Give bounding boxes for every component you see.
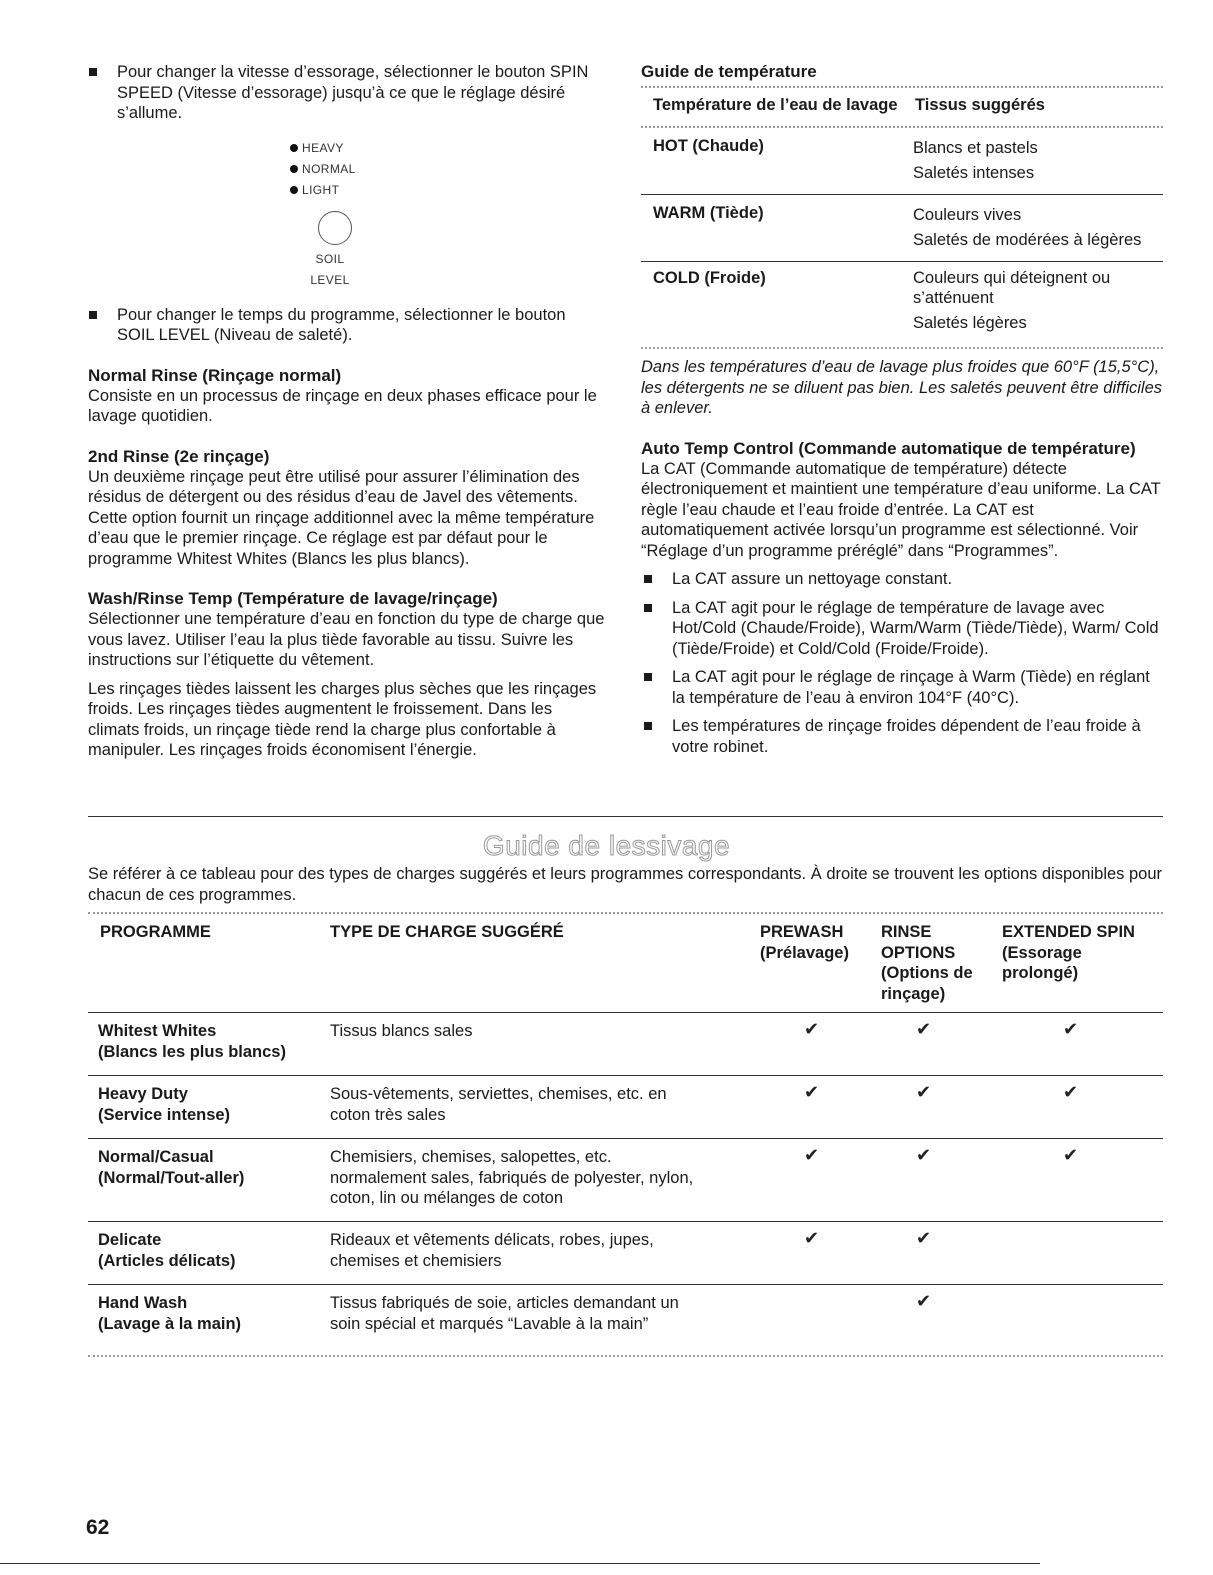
fabric-line: Couleurs vives [913,205,1022,224]
spin-checkmark-icon: ✔ [1063,1019,1079,1039]
table-row [88,1284,1163,1355]
rinse-checkmark-icon: ✔ [916,1145,932,1165]
load-type-description [330,1021,472,1042]
fabric-line: Saletés légères [913,313,1027,332]
programme-name-en: Normal/Casual [98,1148,214,1166]
programme-name-fr: (Blancs les plus blancs) [98,1042,286,1061]
description-line: coton, lin ou mélanges de coton [330,1189,563,1207]
second-rinse-heading: 2nd Rinse (2e rinçage) [88,446,270,466]
header-line: prolongé) [1002,964,1079,982]
divider [88,1355,1163,1357]
knob-icon [318,211,352,245]
spin-checkmark-icon: ✔ [1063,1082,1079,1102]
programme-name [98,1230,236,1271]
programme-name [98,1084,230,1125]
header-line: rinçage) [881,984,946,1003]
programme-name-en: Delicate [98,1231,162,1249]
table-header [88,914,1163,1012]
programme-name-en: Whitest Whites [98,1022,217,1040]
load-type-description [330,1084,667,1125]
fabric-line: Saletés intenses [913,163,1035,182]
normal-rinse-text: Consiste en un processus de rinçage en deux phases efficace pour le lavage quotidien. [88,386,597,425]
rinse-checkmark-icon: ✔ [916,1291,932,1311]
header-load-type: TYPE DE CHARGE SUGGÉRÉ [330,923,564,941]
temp-header-water: Température de l’eau de lavage [653,96,898,114]
prewash-checkmark-icon: ✔ [804,1145,820,1165]
temp-label: WARM (Tiède) [653,203,764,222]
programme-name-fr: (Service intense) [98,1105,231,1124]
programme-name-fr: (Articles délicats) [98,1251,236,1270]
laundry-guide-table [88,912,1163,1357]
temp-row-hot [641,128,1163,194]
wash-rinse-temp-text-1: Sélectionner une température d’eau en fonction du type de charge que vous lavez. Utiliser l’eau la plus tiède favorable au tissu. Suivre les instructions sur l’étiquette du vêtement. [88,610,605,669]
temp-row-warm [641,195,1163,261]
bullet-text: Les températures de rinçage froides dépendent de l’eau froide à votre robinet. [672,717,1141,756]
bullet-text: La CAT agit pour le réglage de rinçage à Warm (Tiède) en réglant la température de l’eau à environ 104°F (40°C). [672,668,1150,707]
programme-name-en: Heavy Duty [98,1085,188,1103]
programme-name-en: Hand Wash [98,1294,188,1312]
table-body [88,1012,1163,1355]
temp-label: HOT (Chaude) [653,136,764,155]
spin-option-heavy [290,138,606,159]
description-line: Tissus fabriqués de soie, articles demandant un [330,1294,679,1312]
temp-label: COLD (Froide) [653,268,766,287]
left-column [88,62,606,761]
spin-option-light [290,180,606,201]
atc-bullet [641,667,1163,708]
load-type-description [330,1230,654,1271]
header-line: (Essorage [1002,943,1082,962]
bullet-text: La CAT assure un nettoyage constant. [672,570,953,588]
prewash-checkmark-icon: ✔ [804,1228,820,1248]
footer-divider [0,1563,1040,1564]
fabric-line: Couleurs qui déteignent ou s’atténuent [913,268,1111,307]
header-extended-spin [1002,922,1135,984]
description-line: coton très sales [330,1105,446,1124]
header-line: (Options de [881,964,973,982]
fabric-line: Saletés de modérées à légères [913,230,1142,249]
header-line: OPTIONS [881,943,956,962]
temp-table-header [641,88,1163,126]
right-column [641,62,1163,757]
laundry-guide-intro: Se référer à ce tableau pour des types de charges suggérés et leurs programmes correspondants. À droite se trouvent les options disponibles pour chacun de ces programmes. [88,865,1163,904]
fabric-line: Blancs et pastels [913,138,1038,157]
description-line: Chemisiers, chemises, salopettes, etc. [330,1148,612,1166]
header-line: (Prélavage) [760,943,849,962]
temp-row-cold [641,262,1163,342]
wash-rinse-temp-heading: Wash/Rinse Temp (Température de lavage/rinçage) [88,589,498,608]
section-divider [88,816,1163,817]
programme-name [98,1293,241,1334]
atc-bullet [641,569,1163,590]
bullet-soil-level [88,305,606,346]
programme-name-fr: (Lavage à la main) [98,1314,242,1333]
normal-rinse-heading: Normal Rinse (Rinçage normal) [88,365,342,385]
option-label: LIGHT [302,182,340,197]
spin-option-normal [290,159,606,180]
second-rinse-text: Un deuxième rinçage peut être utilisé pour assurer l’élimination des résidus de détergent ou des résidus d’eau de Javel des vêtements. Cette option fournit un rinçage additionnel avec la même température d’eau que le premier rinçage. Ce réglage est par défaut pour le programme Whitest Whites (Blancs les plus blancs). [88,467,595,568]
rinse-checkmark-icon: ✔ [916,1019,932,1039]
description-line: soin spécial et marqués “Lavable à la main” [330,1314,649,1333]
load-type-description [330,1293,679,1334]
load-type-description [330,1147,693,1209]
programme-name-fr: (Normal/Tout-aller) [98,1168,245,1187]
divider [641,347,1163,349]
header-rinse-options [881,922,973,1004]
prewash-checkmark-icon: ✔ [804,1019,820,1039]
rinse-checkmark-icon: ✔ [916,1228,932,1248]
wash-rinse-temp-text-2: Les rinçages tièdes laissent les charges plus sèches que les rinçages froids. Les rinçages tièdes augmentent le froissement. Dans les climats froids, un rinçage tiède rend la charge plus confortable à manipuler. Les rinçages froids économisent l’énergie. [88,679,597,759]
page-number: 62 [86,1516,110,1539]
atc-bullet [641,598,1163,660]
rinse-checkmark-icon: ✔ [916,1082,932,1102]
table-row [88,1138,1163,1221]
bullet-text: Pour changer la vitesse d’essorage, sélectionner le bouton SPIN SPEED (Vitesse d’essorage) jusqu’à ce que le réglage désiré s’allume. [117,63,589,122]
description-line: chemises et chemisiers [330,1251,502,1270]
description-line: Sous-vêtements, serviettes, chemises, etc. en [330,1085,667,1103]
option-label: HEAVY [302,140,344,155]
programme-name [98,1021,286,1062]
knob-label: SOIL LEVEL [310,251,350,287]
programme-name [98,1147,244,1188]
laundry-guide-title: Guide de lessivage [482,830,731,861]
spin-speed-options [290,138,606,201]
table-row [88,1221,1163,1284]
temperature-guide-heading: Guide de température [641,62,817,81]
description-line: Tissus blancs sales [330,1022,473,1040]
auto-temp-control-heading: Auto Temp Control (Commande automatique de température) [641,438,1136,458]
bullet-text: Pour changer le temps du programme, sélectionner le bouton SOIL LEVEL (Niveau de saleté). [117,305,566,344]
soil-level-knob [305,211,365,291]
header-line: RINSE [881,923,932,941]
description-line: Rideaux et vêtements délicats, robes, jupes, [330,1231,654,1249]
auto-temp-control-text: La CAT (Commande automatique de température) détecte électroniquement et maintient une température d’eau uniforme. La CAT règle l’eau chaude et l’eau froide d’entrée. La CAT est automatiquement activée lorsqu’un programme est sélectionné. Voir “Réglage d’un programme préréglé” dans “Programmes”. [641,459,1161,560]
table-row [88,1075,1163,1138]
temp-header-fabrics: Tissus suggérés [915,96,1045,114]
option-label: NORMAL [302,161,356,176]
spin-checkmark-icon: ✔ [1063,1145,1079,1165]
indicator-dot-icon [290,144,298,152]
header-prewash [760,922,849,963]
bullet-spin-speed [88,62,606,124]
temperature-note: Dans les températures d’eau de lavage plus froides que 60°F (15,5°C), les détergents ne se diluent pas bien. Les saletés peuvent être difficiles à enlever. [641,358,1162,417]
indicator-dot-icon [290,186,298,194]
header-programme: PROGRAMME [100,923,211,941]
header-line: EXTENDED SPIN [1002,923,1135,941]
atc-bullet [641,716,1163,757]
header-line: PREWASH [760,923,844,941]
prewash-checkmark-icon: ✔ [804,1082,820,1102]
indicator-dot-icon [290,165,298,173]
bullet-text: La CAT agit pour le réglage de température de lavage avec Hot/Cold (Chaude/Froide), Warm/Warm (Tiède/Tiède), Warm/ Cold (Tiède/Froide) et Cold/Cold (Froide/Froide). [672,598,1159,658]
description-line: normalement sales, fabriqués de polyester, nylon, [330,1168,694,1187]
table-row [88,1012,1163,1075]
